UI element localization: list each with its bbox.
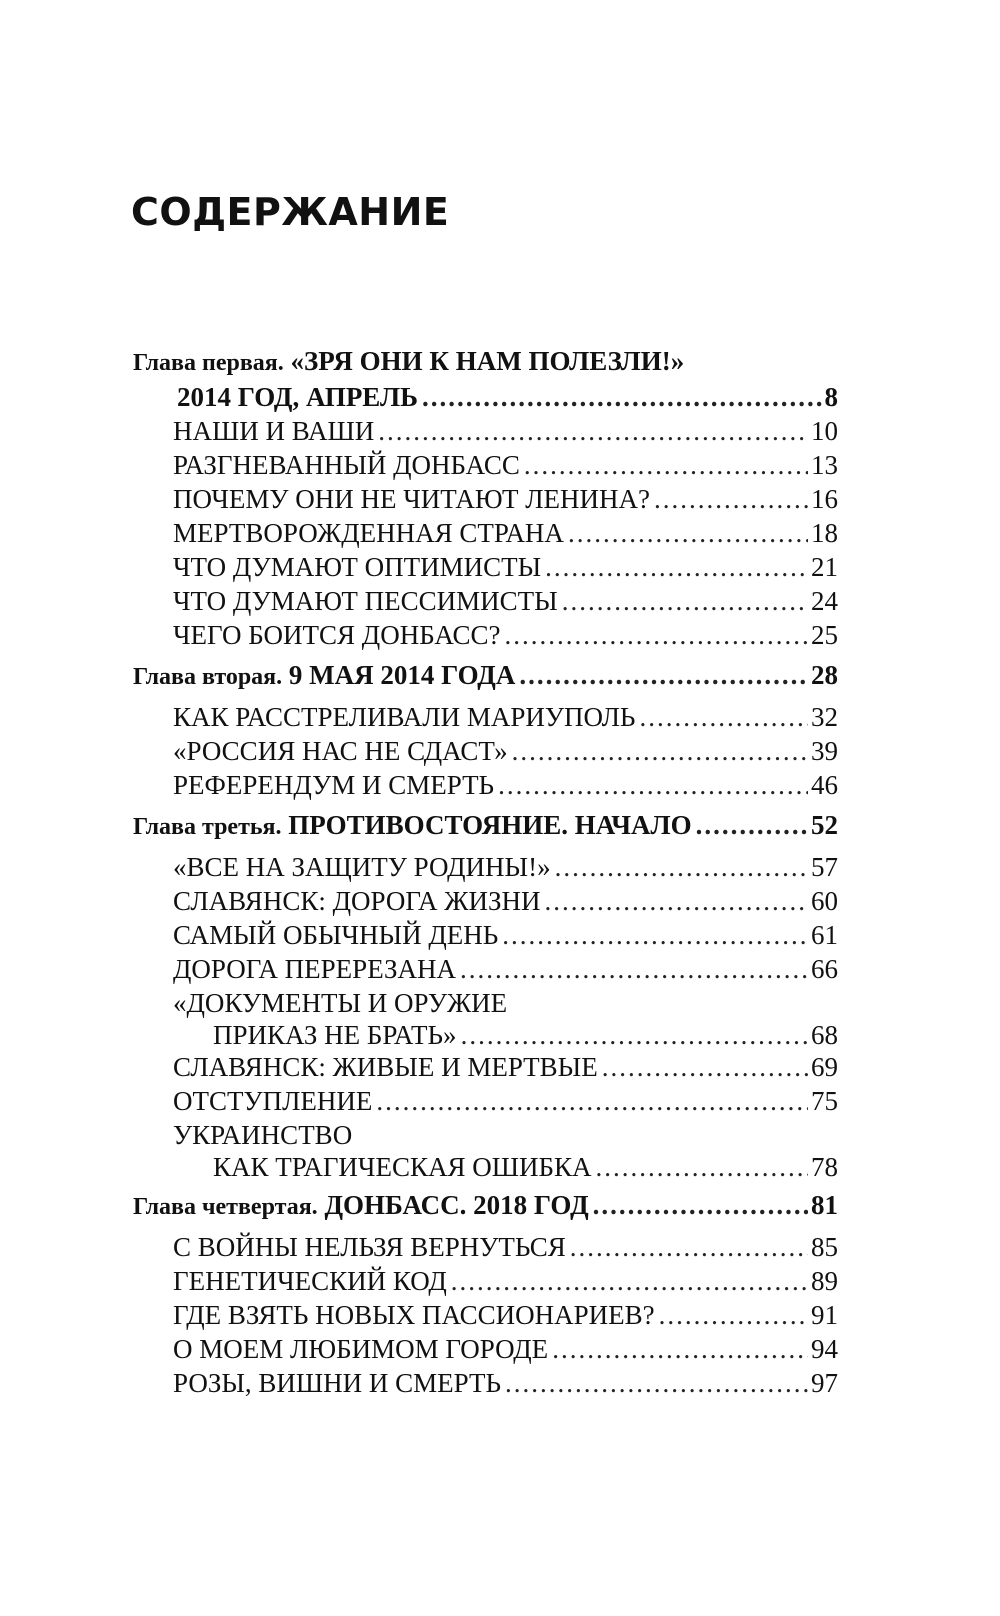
page-number: 68 bbox=[811, 1020, 838, 1050]
section-title: ОТСТУПЛЕНИЕ bbox=[173, 1086, 373, 1116]
dot-leader bbox=[460, 952, 808, 986]
toc-chapter-1 bbox=[133, 344, 838, 380]
dot-leader bbox=[519, 658, 808, 692]
page-number: 52 bbox=[811, 810, 838, 840]
page-number: 81 bbox=[811, 1190, 838, 1220]
page-number: 78 bbox=[811, 1152, 838, 1182]
dot-leader bbox=[570, 1230, 808, 1264]
toc-section[interactable] bbox=[133, 516, 838, 550]
dot-leader bbox=[596, 1152, 809, 1182]
page-number: 46 bbox=[811, 770, 838, 800]
table-of-contents bbox=[133, 344, 838, 1400]
chapter-prefix: Глава четвертая. bbox=[133, 1194, 318, 1220]
chapter-title: ПРОТИВОСТОЯНИЕ. НАЧАЛО bbox=[288, 810, 692, 840]
toc-section[interactable] bbox=[133, 1366, 838, 1400]
toc-section[interactable] bbox=[133, 952, 838, 986]
section-title: КАК РАССТРЕЛИВАЛИ МАРИУПОЛЬ bbox=[173, 702, 636, 732]
section-title: ЧТО ДУМАЮТ ПЕССИМИСТЫ bbox=[173, 586, 558, 616]
toc-chapter-4[interactable] bbox=[133, 1188, 838, 1224]
toc-section[interactable] bbox=[133, 1332, 838, 1366]
toc-section[interactable] bbox=[133, 1230, 838, 1264]
dot-leader bbox=[696, 808, 808, 842]
section-title: ЧТО ДУМАЮТ ОПТИМИСТЫ bbox=[173, 552, 542, 582]
page-number: 61 bbox=[811, 920, 838, 950]
toc-chapter-2[interactable] bbox=[133, 658, 838, 694]
toc-section[interactable] bbox=[133, 1050, 838, 1084]
chapter-heading bbox=[133, 658, 515, 694]
page-number: 57 bbox=[811, 852, 838, 882]
section-title: СЛАВЯНСК: ЖИВЫЕ И МЕРТВЫЕ bbox=[173, 1052, 598, 1082]
toc-section-continued[interactable] bbox=[133, 1020, 838, 1050]
toc-section[interactable] bbox=[133, 734, 838, 768]
chapter-title: 9 МАЯ 2014 ГОДА bbox=[288, 660, 516, 690]
page-number: 85 bbox=[811, 1232, 838, 1262]
page-number: 75 bbox=[811, 1086, 838, 1116]
chapter-title-line1: «ЗРЯ ОНИ К НАМ ПОЛЕЗЛИ!» bbox=[290, 346, 685, 376]
page-number: 69 bbox=[811, 1052, 838, 1082]
dot-leader bbox=[461, 1020, 808, 1050]
toc-section[interactable] bbox=[133, 700, 838, 734]
dot-leader bbox=[552, 1332, 808, 1366]
page-number: 25 bbox=[811, 620, 838, 650]
section-title: МЕРТВОРОЖДЕННАЯ СТРАНА bbox=[173, 518, 564, 548]
page-number: 21 bbox=[811, 552, 838, 582]
dot-leader bbox=[562, 584, 808, 618]
page-number: 39 bbox=[811, 736, 838, 766]
toc-section[interactable] bbox=[133, 448, 838, 482]
chapter-prefix: Глава первая. bbox=[133, 350, 284, 376]
toc-section[interactable] bbox=[133, 884, 838, 918]
dot-leader bbox=[544, 884, 808, 918]
toc-section[interactable] bbox=[133, 1298, 838, 1332]
section-title: НАШИ И ВАШИ bbox=[173, 416, 375, 446]
dot-leader bbox=[498, 768, 808, 802]
page-number: 8 bbox=[824, 382, 838, 412]
toc-section[interactable] bbox=[133, 618, 838, 652]
page-number: 60 bbox=[811, 886, 838, 916]
toc-section[interactable] bbox=[133, 918, 838, 952]
page-number: 32 bbox=[811, 702, 838, 732]
toc-section[interactable] bbox=[133, 1084, 838, 1118]
dot-leader bbox=[451, 1264, 808, 1298]
section-title: САМЫЙ ОБЫЧНЫЙ ДЕНЬ bbox=[173, 920, 499, 950]
dot-leader bbox=[593, 1188, 808, 1222]
section-title: РЕФЕРЕНДУМ И СМЕРТЬ bbox=[173, 770, 495, 800]
dot-leader bbox=[505, 1366, 808, 1400]
page-number: 94 bbox=[811, 1334, 838, 1364]
toc-section[interactable] bbox=[133, 482, 838, 516]
dot-leader bbox=[568, 516, 808, 550]
toc-chapter-1-continued[interactable] bbox=[133, 380, 838, 414]
section-title: «ВСЕ НА ЗАЩИТУ РОДИНЫ!» bbox=[173, 852, 551, 882]
page-number: 66 bbox=[811, 954, 838, 984]
dot-leader bbox=[378, 414, 808, 448]
dot-leader bbox=[512, 734, 808, 768]
section-title: ГДЕ ВЗЯТЬ НОВЫХ ПАССИОНАРИЕВ? bbox=[173, 1300, 655, 1330]
section-title-line1: «ДОКУМЕНТЫ И ОРУЖИЕ bbox=[173, 988, 508, 1018]
toc-section-multiline[interactable] bbox=[133, 986, 838, 1020]
section-title-line2: ПРИКАЗ НЕ БРАТЬ» bbox=[213, 1020, 457, 1050]
toc-section[interactable] bbox=[133, 414, 838, 448]
page-number: 10 bbox=[811, 416, 838, 446]
page-title: СОДЕРЖАНИЕ bbox=[131, 190, 450, 234]
page-number: 89 bbox=[811, 1266, 838, 1296]
section-title: О МОЕМ ЛЮБИМОМ ГОРОДЕ bbox=[173, 1334, 549, 1364]
section-title-line1: УКРАИНСТВО bbox=[173, 1120, 353, 1150]
chapter-title-line2: 2014 ГОД, АПРЕЛЬ bbox=[177, 382, 418, 412]
toc-section-continued[interactable] bbox=[133, 1152, 838, 1182]
toc-section[interactable] bbox=[133, 550, 838, 584]
page-number: 18 bbox=[811, 518, 838, 548]
dot-leader bbox=[654, 482, 808, 516]
chapter-heading bbox=[133, 1188, 589, 1224]
toc-section[interactable] bbox=[133, 584, 838, 618]
dot-leader bbox=[555, 850, 808, 884]
chapter-prefix: Глава вторая. bbox=[133, 664, 283, 690]
section-title: ДОРОГА ПЕРЕРЕЗАНА bbox=[173, 954, 457, 984]
page-number: 24 bbox=[811, 586, 838, 616]
section-title: РАЗГНЕВАННЫЙ ДОНБАСС bbox=[173, 450, 520, 480]
section-title: СЛАВЯНСК: ДОРОГА ЖИЗНИ bbox=[173, 886, 541, 916]
toc-section[interactable] bbox=[133, 768, 838, 802]
section-title: С ВОЙНЫ НЕЛЬЗЯ ВЕРНУТЬСЯ bbox=[173, 1232, 566, 1262]
chapter-prefix: Глава третья. bbox=[133, 814, 282, 840]
toc-section-multiline[interactable] bbox=[133, 1118, 838, 1152]
section-title: ГЕНЕТИЧЕСКИЙ КОД bbox=[173, 1266, 447, 1296]
page-number: 28 bbox=[811, 660, 838, 690]
page-number: 91 bbox=[811, 1300, 838, 1330]
dot-leader bbox=[545, 550, 808, 584]
dot-leader bbox=[524, 448, 808, 482]
dot-leader bbox=[376, 1084, 808, 1118]
section-title: ЧЕГО БОИТСЯ ДОНБАСС? bbox=[173, 620, 501, 650]
toc-section[interactable] bbox=[133, 850, 838, 884]
page-number: 16 bbox=[811, 484, 838, 514]
dot-leader bbox=[502, 918, 808, 952]
section-title-line2: КАК ТРАГИЧЕСКАЯ ОШИБКА bbox=[213, 1152, 592, 1182]
chapter-heading bbox=[133, 808, 692, 844]
toc-chapter-3[interactable] bbox=[133, 808, 838, 844]
section-title: РОЗЫ, ВИШНИ И СМЕРТЬ bbox=[173, 1368, 502, 1398]
toc-section[interactable] bbox=[133, 1264, 838, 1298]
section-title: «РОССИЯ НАС НЕ СДАСТ» bbox=[173, 736, 508, 766]
page-number: 97 bbox=[811, 1368, 838, 1398]
dot-leader bbox=[659, 1298, 808, 1332]
dot-leader bbox=[602, 1050, 808, 1084]
dot-leader bbox=[422, 380, 822, 414]
section-title: ПОЧЕМУ ОНИ НЕ ЧИТАЮТ ЛЕНИНА? bbox=[173, 484, 651, 514]
page-number: 13 bbox=[811, 450, 838, 480]
dot-leader bbox=[505, 618, 808, 652]
dot-leader bbox=[639, 700, 808, 734]
chapter-title: ДОНБАСС. 2018 ГОД bbox=[324, 1190, 589, 1220]
